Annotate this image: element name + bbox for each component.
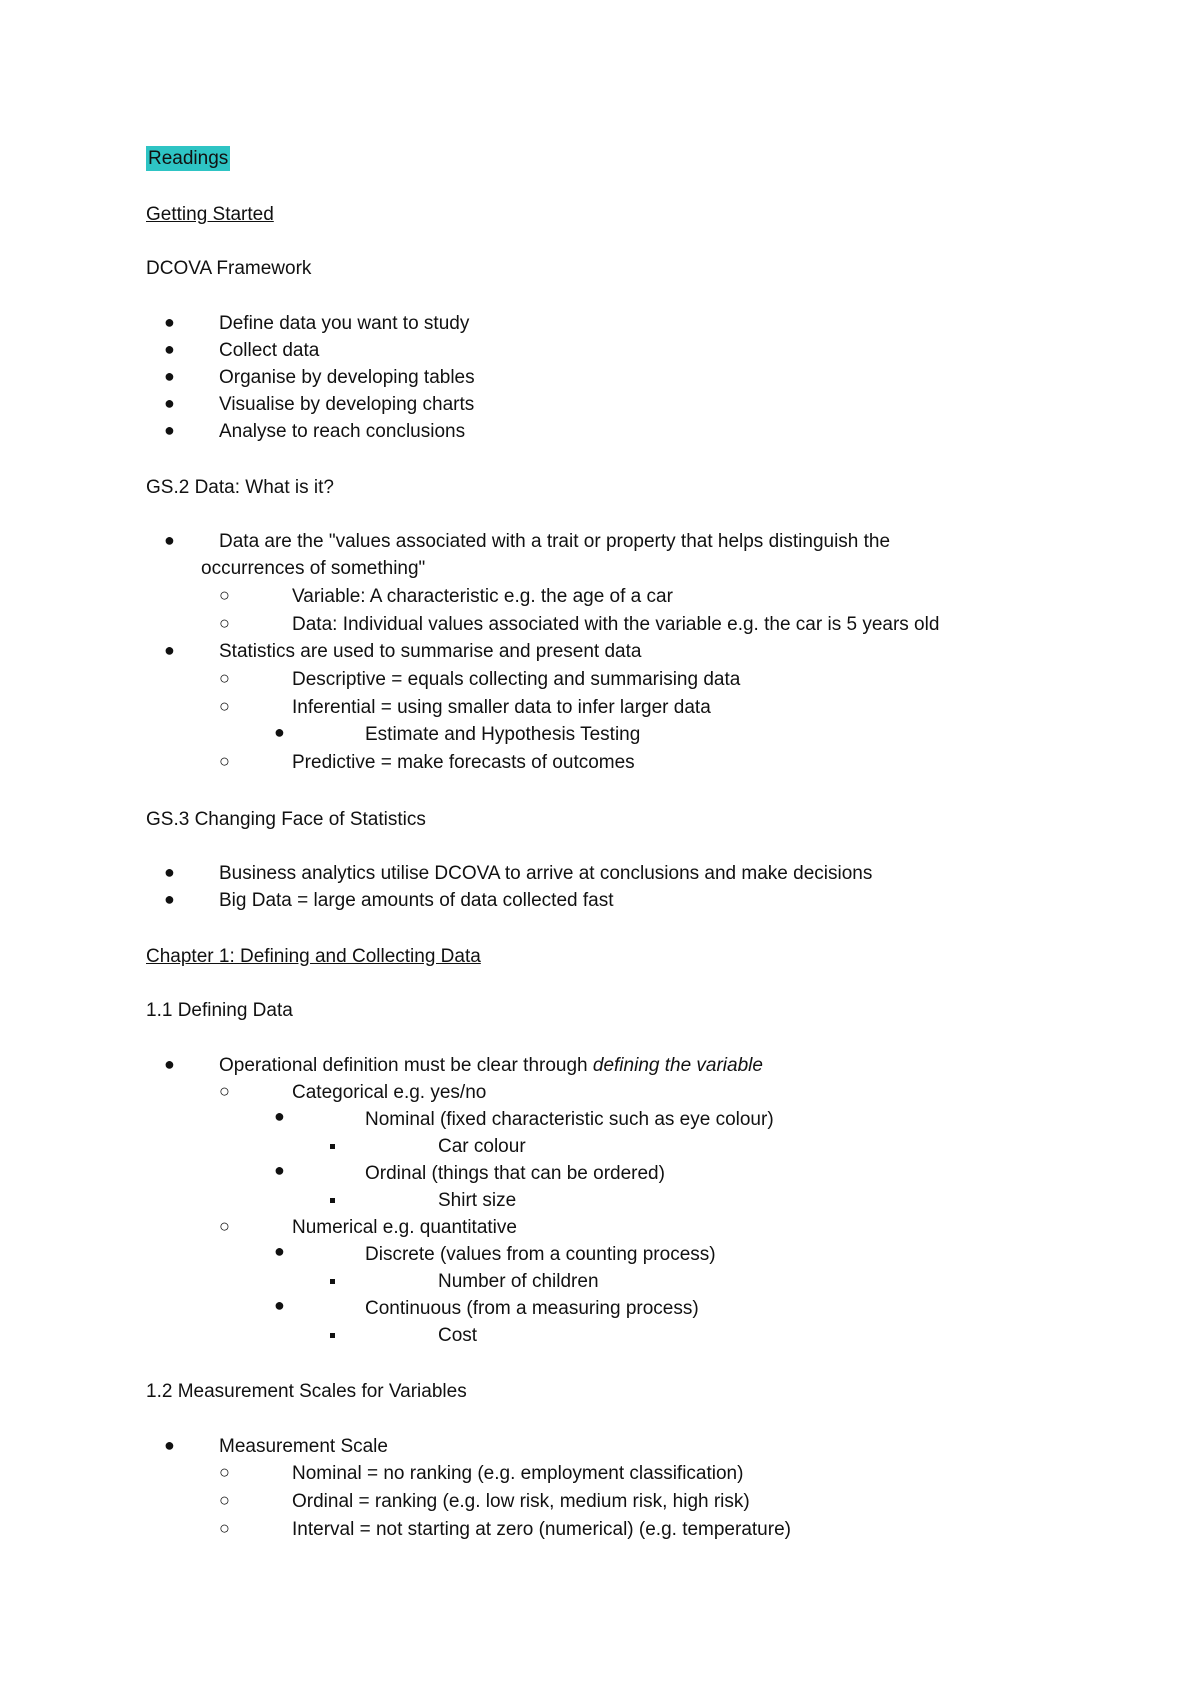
s11-continuous: Continuous (from a measuring process) (365, 1298, 699, 1319)
s11-shirt-size: Shirt size (438, 1190, 517, 1211)
s11-ordinal: Ordinal (things that can be ordered) (365, 1163, 665, 1184)
gs2-bullet-statistics: Statistics are used to summarise and present data (219, 641, 642, 662)
gs2-heading: GS.2 Data: What is it? (146, 477, 334, 498)
circle-bullet-icon: ○ (219, 1462, 230, 1482)
bullet-icon: ● (164, 366, 175, 386)
gs3-heading: GS.3 Changing Face of Statistics (146, 809, 426, 830)
s12-sub-ordinal: Ordinal = ranking (e.g. low risk, medium risk, high risk) (292, 1491, 750, 1512)
circle-bullet-icon: ○ (219, 696, 230, 716)
bullet-icon: ● (164, 862, 175, 882)
square-bullet-icon (330, 1333, 335, 1338)
circle-bullet-icon: ○ (219, 585, 230, 605)
dcova-heading: DCOVA Framework (146, 258, 312, 279)
square-bullet-icon (330, 1144, 335, 1149)
bullet-icon: ● (274, 1241, 285, 1261)
circle-bullet-icon: ○ (219, 668, 230, 688)
s11-categorical: Categorical e.g. yes/no (292, 1082, 487, 1103)
s11-numerical: Numerical e.g. quantitative (292, 1217, 517, 1238)
circle-bullet-icon: ○ (219, 1081, 230, 1101)
bullet-icon: ● (164, 339, 175, 359)
bullet-icon: ● (164, 312, 175, 332)
gs3-item-analytics: Business analytics utilise DCOVA to arrive at conclusions and make decisions (219, 863, 873, 884)
square-bullet-icon (330, 1198, 335, 1203)
dcova-item-analyse: Analyse to reach conclusions (219, 421, 466, 442)
s11-cost: Cost (438, 1325, 478, 1346)
bullet-icon: ● (164, 889, 175, 909)
s12-sub-nominal: Nominal = no ranking (e.g. employment classification) (292, 1463, 744, 1484)
bullet-icon: ● (164, 640, 175, 660)
s11-number-of-children: Number of children (438, 1271, 599, 1292)
circle-bullet-icon: ○ (219, 1490, 230, 1510)
circle-bullet-icon: ○ (219, 1518, 230, 1538)
s11-heading: 1.1 Defining Data (146, 1000, 293, 1021)
square-bullet-icon (330, 1279, 335, 1284)
bullet-icon: ● (164, 1054, 175, 1074)
gs2-sub-descriptive: Descriptive = equals collecting and summarising data (292, 669, 741, 690)
s11-nominal: Nominal (fixed characteristic such as eye colour) (365, 1109, 774, 1130)
circle-bullet-icon: ○ (219, 751, 230, 771)
gs3-item-bigdata: Big Data = large amounts of data collected fast (219, 890, 614, 911)
gs2-sub-data: Data: Individual values associated with the variable e.g. the car is 5 years old (292, 614, 940, 635)
s11-discrete: Discrete (values from a counting process) (365, 1244, 716, 1265)
bullet-icon: ● (164, 1435, 175, 1455)
s11-operational-definition: Operational definition must be clear through defining the variable (219, 1055, 763, 1076)
bullet-icon: ● (164, 393, 175, 413)
gs2-sub-variable: Variable: A characteristic e.g. the age of a car (292, 586, 673, 607)
circle-bullet-icon: ○ (219, 1216, 230, 1236)
bullet-icon: ● (274, 1106, 285, 1126)
bullet-icon: ● (164, 420, 175, 440)
s12-measurement-scale: Measurement Scale (219, 1436, 388, 1457)
dcova-item-visualise: Visualise by developing charts (219, 394, 475, 415)
circle-bullet-icon: ○ (219, 613, 230, 633)
gs2-bullet-data-line2: occurrences of something" (201, 558, 426, 579)
s12-sub-interval: Interval = not starting at zero (numerical) (e.g. temperature) (292, 1519, 791, 1540)
dcova-item-organise: Organise by developing tables (219, 367, 475, 388)
document-title: Readings (148, 148, 229, 169)
gs2-subsub-estimate: Estimate and Hypothesis Testing (365, 724, 641, 745)
dcova-item-collect: Collect data (219, 340, 320, 361)
chapter1-heading: Chapter 1: Defining and Collecting Data (146, 946, 481, 967)
bullet-icon: ● (164, 530, 175, 550)
gs2-sub-predictive: Predictive = make forecasts of outcomes (292, 752, 635, 773)
bullet-icon: ● (274, 1160, 285, 1180)
gs2-bullet-data-line1: Data are the "values associated with a trait or property that helps distinguish the (219, 531, 891, 552)
s12-heading: 1.2 Measurement Scales for Variables (146, 1381, 467, 1402)
dcova-item-define: Define data you want to study (219, 313, 470, 334)
getting-started-heading: Getting Started (146, 204, 274, 225)
bullet-icon: ● (274, 722, 285, 742)
bullet-icon: ● (274, 1295, 285, 1315)
s11-car-colour: Car colour (438, 1136, 526, 1157)
gs2-sub-inferential: Inferential = using smaller data to infer larger data (292, 697, 711, 718)
